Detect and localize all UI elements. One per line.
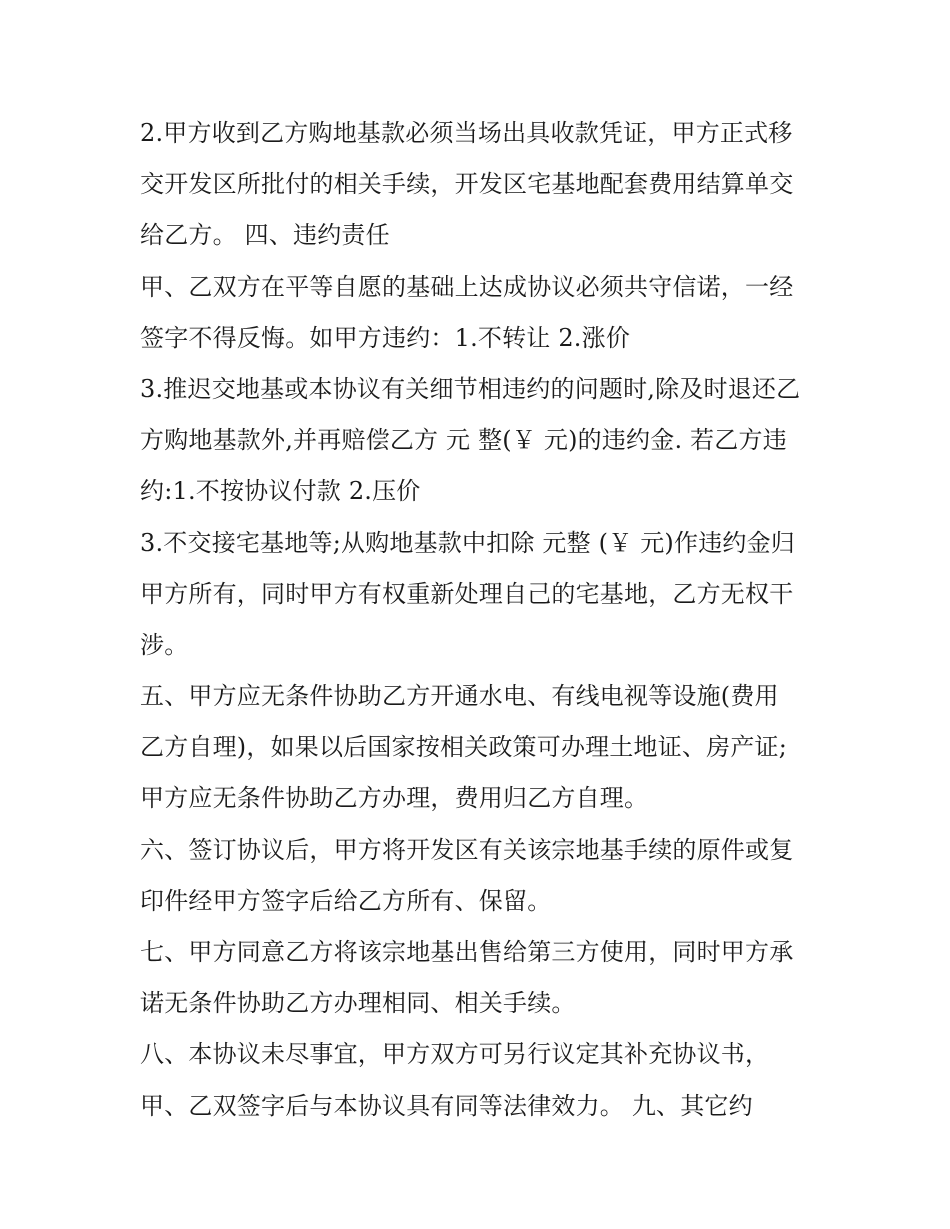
text-line: 给乙方。 四、违约责任: [140, 221, 390, 250]
text-line: 八、本协议未尽事宜，甲方双方可另行议定其补充协议书，: [140, 1040, 770, 1069]
text-line: 涉。: [140, 630, 189, 659]
text-line: 甲、乙双方在平等自愿的基础上达成协议必须共守信诺，一经: [140, 272, 794, 301]
text-line: 五、甲方应无条件协助乙方开通水电、有线电视等设施(费用: [140, 682, 779, 711]
text-line: 约:1.不按协议付款 2.压价: [140, 477, 421, 506]
text-line: 3.不交接宅基地等;从购地基款中扣除 元整 (￥ 元)作违约金归: [140, 528, 795, 557]
text-line: 方购地基款外,并再赔偿乙方 元 整(￥ 元)的违约金. 若乙方违: [140, 426, 787, 455]
text-line: 乙方自理)，如果以后国家按相关政策可办理土地证、房产证;: [140, 733, 788, 762]
text-line: 甲、乙双签字后与本协议具有同等法律效力。 九、其它约: [140, 1091, 753, 1120]
text-line: 诺无条件协助乙方办理相同、相关手续。: [140, 989, 576, 1018]
text-line: 七、甲方同意乙方将该宗地基出售给第三方使用，同时甲方承: [140, 938, 794, 966]
document-body: [140, 108, 840, 1132]
text-line: 签字不得反悔。如甲方违约：1.不转让 2.涨价: [140, 323, 631, 352]
text-line: 2.甲方收到乙方购地基款必须当场出具收款凭证，甲方正式移: [140, 119, 793, 147]
text-line: 交开发区所批付的相关手续，开发区宅基地配套费用结算单交: [140, 170, 794, 199]
text-line: 甲方所有，同时甲方有权重新处理自己的宅基地，乙方无权干: [140, 579, 794, 608]
text-line: 3.推迟交地基或本协议有关细节相违约的问题时,除及时退还乙: [140, 374, 801, 403]
text-line: 甲方应无条件协助乙方办理，费用归乙方自理。: [140, 784, 649, 813]
text-line: 六、签订协议后，甲方将开发区有关该宗地基手续的原件或复: [140, 835, 794, 864]
text-line: 印件经甲方签字后给乙方所有、保留。: [140, 886, 552, 915]
